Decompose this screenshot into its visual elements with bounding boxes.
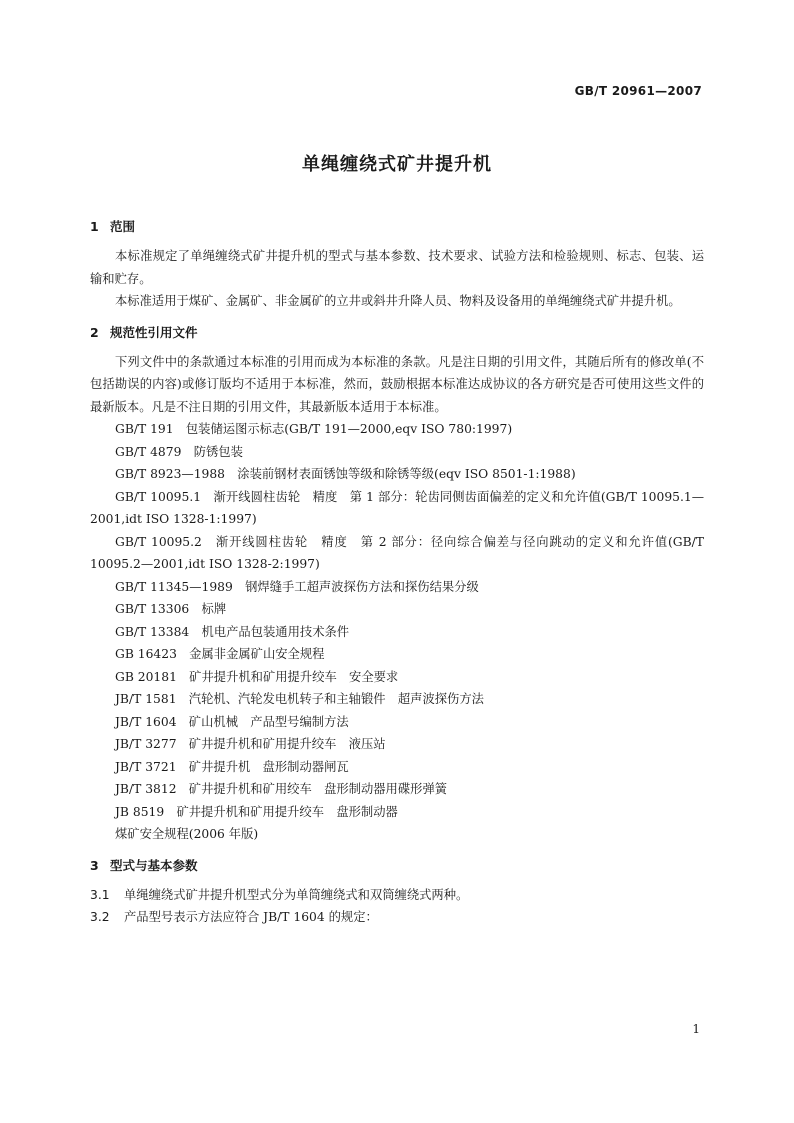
section-number: 3 (90, 857, 99, 873)
clause-3-1 (90, 884, 704, 907)
scope-paragraph: 本标准规定了单绳缠绕式矿井提升机的型式与基本参数、技术要求、试验方法和检验规则、标志、包装、运输和贮存。 (90, 249, 704, 286)
clause-text: 产品型号表示方法应符合 JB/T 1604 的规定： (124, 910, 378, 924)
reference-item: JB/T 3277 矿井提升机和矿用提升绞车 液压站 (115, 737, 386, 751)
section-3-heading (90, 855, 704, 877)
document-title: 单绳缠绕式矿井提升机 (302, 154, 492, 175)
reference-item: GB/T 11345—1989 钢焊缝手工超声波探伤方法和探伤结果分级 (115, 579, 479, 594)
reference-item: JB/T 3812 矿井提升机和矿用绞车 盘形制动器用碟形弹簧 (115, 782, 448, 796)
standard-code: GB/T 20961—2007 (574, 84, 702, 98)
section-number: 2 (90, 324, 99, 340)
reference-item: JB/T 3721 矿井提升机 盘形制动器闸瓦 (115, 759, 349, 774)
clause-number: 3.2 (90, 910, 110, 924)
section-2-heading (90, 322, 704, 344)
section-1-heading (90, 216, 704, 238)
reference-item: GB/T 191 包装储运图示标志(GB/T 191—2000,eqv ISO 780:1997) (115, 422, 513, 436)
document-body (90, 216, 704, 929)
scope-paragraph: 本标准适用于煤矿、金属矿、非金属矿的立井或斜井升降人员、物料及设备用的单绳缠绕式矿井提升机。 (115, 294, 681, 308)
clause-3-2 (90, 906, 704, 929)
reference-item: GB/T 13384 机电产品包装通用技术条件 (115, 624, 350, 639)
reference-item: GB 16423 金属非金属矿山安全规程 (115, 647, 325, 661)
reference-item: JB/T 1581 汽轮机、汽轮发电机转子和主轴锻件 超声波探伤方法 (115, 692, 484, 706)
references-intro: 下列文件中的条款通过本标准的引用而成为本标准的条款。凡是注日期的引用文件，其随后所有的修改单(不包括勘误的内容)或修订版均不适用于本标准，然而，鼓励根据本标准达成协议的各方研究是否可使用这些文件的最新版本。凡是不注日期的引用文件，其最新版本适用于本标准。 (90, 354, 704, 414)
reference-item: GB/T 13306 标牌 (115, 602, 227, 616)
reference-item: JB/T 1604 矿山机械 产品型号编制方法 (115, 714, 349, 729)
reference-item: GB 20181 矿井提升机和矿用提升绞车 安全要求 (115, 669, 399, 684)
reference-item: JB 8519 矿井提升机和矿用提升绞车 盘形制动器 (115, 804, 398, 819)
section-number: 1 (90, 219, 99, 234)
clause-number: 3.1 (90, 887, 110, 902)
reference-item: GB/T 8923—1988 涂装前钢材表面锈蚀等级和除锈等级(eqv ISO 8501-1:1988) (115, 467, 576, 481)
clause-text: 单绳缠绕式矿井提升机型式分为单筒缠绕式和双筒缠绕式两种。 (124, 887, 469, 902)
reference-item: 煤矿安全规程(2006 年版) (115, 827, 259, 841)
section-title: 型式与基本参数 (110, 857, 198, 873)
page-number: 1 (692, 1022, 700, 1036)
reference-item: GB/T 10095.1 渐开线圆柱齿轮 精度 第 1 部分：轮齿同侧齿面偏差的定义和允许值(GB/T 10095.1—2001,idt ISO 1328-1:1997) (90, 489, 704, 526)
reference-item: GB/T 4879 防锈包装 (115, 444, 243, 459)
section-title: 规范性引用文件 (110, 324, 198, 340)
section-title: 范围 (110, 219, 136, 234)
reference-item: GB/T 10095.2 渐开线圆柱齿轮 精度 第 2 部分：径向综合偏差与径向跳动的定义和允许值(GB/T 10095.2—2001,idt ISO 1328-2:1997) (90, 534, 704, 571)
